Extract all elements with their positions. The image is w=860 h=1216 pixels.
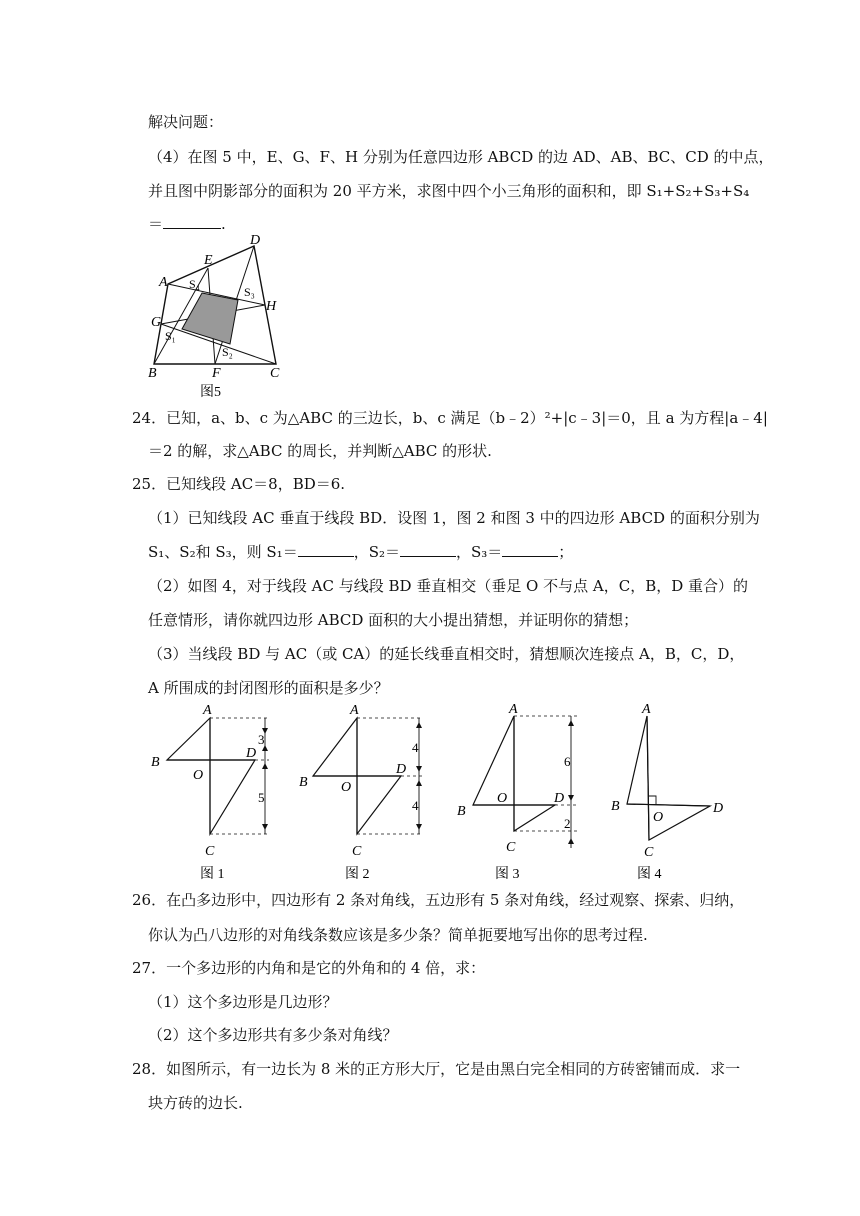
q28-line1: 28．如图所示，有一边长为 8 米的正方形大厅，它是由黑白完全相同的方砖密铺而成．求一 <box>132 1060 741 1078</box>
label-g: G <box>151 315 162 330</box>
fig1-label-d: D <box>246 746 257 761</box>
fig3-label-c: C <box>506 840 516 855</box>
label-s3: S₃ <box>244 285 255 299</box>
q25-line1: 25．已知线段 AC＝8，BD＝6. <box>132 475 346 493</box>
figure-5 <box>140 232 300 402</box>
fig4-right-angle <box>648 796 656 804</box>
answer-blank[interactable] <box>163 214 221 229</box>
fig4-bd <box>627 804 710 806</box>
fig3-label-a: A <box>509 702 518 717</box>
q27-part1: （1）这个多边形是几边形？ <box>148 993 338 1011</box>
fig2-label-a: A <box>350 703 359 718</box>
figures-1-to-4 <box>145 700 730 886</box>
q23-part4-line1: （4）在图 5 中，E、G、F、H 分别为任意四边形 ABCD 的边 AD、AB、BC、CD 的中点， <box>148 148 774 166</box>
s2-prefix: ，S₂＝ <box>353 543 400 561</box>
fig3-dim-bottom: 2 <box>564 816 571 831</box>
label-h: H <box>266 299 277 314</box>
fig3-label-b: B <box>457 804 466 819</box>
fig1-label-b: B <box>151 755 160 770</box>
q25-part3-line1: （3）当线段 BD 与 AC（或 CA）的延长线垂直相交时，猜想顺次连接点 A，B，C，D， <box>148 645 745 663</box>
fig4-label-c: C <box>644 845 654 860</box>
label-d: D <box>250 233 261 248</box>
fig2-label-b: B <box>299 775 308 790</box>
q26-line2: 你认为凸八边形的对角线条数应该是多少条？简单扼要地写出你的思考过程. <box>148 926 648 944</box>
fig2-caption: 图 2 <box>345 867 370 882</box>
s3-prefix: ，S₃＝ <box>456 543 503 561</box>
q23-heading: 解决问题： <box>148 113 224 131</box>
q27-line1: 27．一个多边形的内角和是它的外角和的 4 倍，求： <box>132 959 486 977</box>
semicolon: ； <box>558 543 574 561</box>
label-s1: S₁ <box>165 329 176 343</box>
fig1-label-a: A <box>203 703 212 718</box>
fig1-label-o: O <box>193 768 204 783</box>
fig1-caption: 图 1 <box>200 867 225 882</box>
q23-part4-line3 <box>148 214 226 234</box>
q26-line1: 26．在凸多边形中，四边形有 2 条对角线，五边形有 5 条对角线，经过观察、探索、归纳， <box>132 891 745 909</box>
fig2-dim-top: 4 <box>412 740 419 755</box>
fig4-quad <box>627 716 710 840</box>
fig4-label-d: D <box>713 801 724 816</box>
s2-blank[interactable] <box>400 542 456 557</box>
label-e: E <box>204 253 213 268</box>
label-b: B <box>148 366 157 381</box>
fig4-label-a: A <box>642 702 651 717</box>
q25-part1-line1: （1）已知线段 AC 垂直于线段 BD．设图 1，图 2 和图 3 中的四边形 ABCD 的面积分别为 <box>148 509 760 527</box>
fig3-label-d: D <box>554 791 565 806</box>
fig1-label-c: C <box>205 844 215 859</box>
label-f: F <box>212 366 221 381</box>
s3-blank[interactable] <box>502 542 558 557</box>
q24-line1: 24．已知，a、b、c 为△ABC 的三边长，b、c 满足（b﹣2）²+|c﹣3|＝0，且 a 为方程|a﹣4| <box>132 409 768 427</box>
q23-part4-line2: 并且图中阴影部分的面积为 20 平方米，求图中四个小三角形的面积和，即 S₁+S₂+S₃+S₄ <box>148 182 750 200</box>
fig4-ac <box>647 716 649 840</box>
fig4-caption: 图 4 <box>637 867 662 882</box>
fig4-label-b: B <box>611 799 620 814</box>
fig1-dim-top: 3 <box>258 732 265 747</box>
fig2-label-o: O <box>341 780 352 795</box>
q25-part2-line1: （2）如图 4，对于线段 AC 与线段 BD 垂直相交（垂足 O 不与点 A，C，B，D 重合）的 <box>148 577 749 595</box>
fig3-caption: 图 3 <box>495 867 520 882</box>
q27-part2: （2）这个多边形共有多少条对角线？ <box>148 1026 398 1044</box>
fig2-label-c: C <box>352 844 362 859</box>
s1-blank[interactable] <box>298 542 354 557</box>
label-s2: S₂ <box>222 345 233 359</box>
label-s4: S₄ <box>189 277 200 291</box>
fig2-dim-bottom: 4 <box>412 798 419 813</box>
fig3-label-o: O <box>497 791 508 806</box>
q25-part2-line2: 任意情形，请你就四边形 ABCD 面积的大小提出猜想，并证明你的猜想； <box>148 611 639 629</box>
period: . <box>221 215 226 233</box>
q28-line2: 块方砖的边长. <box>148 1094 243 1112</box>
equals-sign: ＝ <box>148 215 164 233</box>
figure-5-caption: 图5 <box>200 385 221 400</box>
fig2-label-d: D <box>396 762 407 777</box>
fig1-dim-bottom: 5 <box>258 790 265 805</box>
q25-part1-line2 <box>148 542 573 562</box>
fig3-dim-top: 6 <box>564 754 571 769</box>
label-a: A <box>159 275 168 290</box>
fig4-label-o: O <box>653 810 664 825</box>
fig1-quad <box>167 718 255 834</box>
q24-line2: ＝2 的解，求△ABC 的周长，并判断△ABC 的形状. <box>148 442 492 460</box>
shaded-region <box>182 293 238 344</box>
s1-prefix: S₁、S₂和 S₃，则 S₁＝ <box>148 543 298 561</box>
q25-part3-line2: A 所围成的封闭图形的面积是多少？ <box>148 679 389 697</box>
label-c: C <box>270 366 280 381</box>
